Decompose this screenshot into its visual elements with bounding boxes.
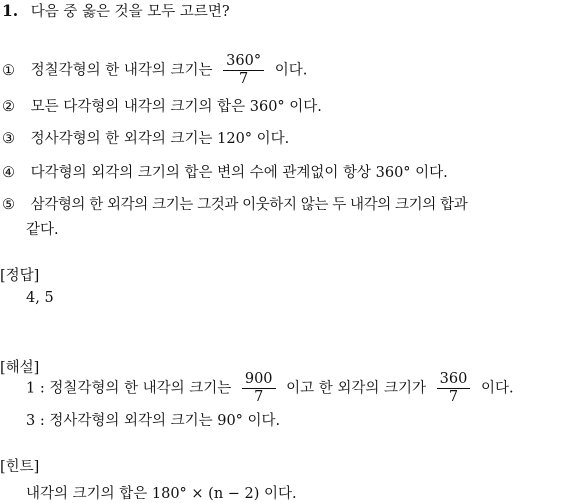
fraction-numerator: 360 [437, 372, 471, 389]
option-mark: ④ [2, 165, 15, 181]
hint-text: 내각의 크기의 합은 180° × (n − 2) 이다. [26, 486, 297, 502]
explanation-text: 1 : 정칠각형의 한 내각의 크기는 [26, 380, 232, 397]
fraction-denominator: 7 [448, 389, 459, 406]
explanation-label: [해설] [0, 360, 40, 376]
option-text: 삼각형의 한 외각의 크기는 그것과 이웃하지 않는 두 내각의 크기의 합과 [30, 197, 468, 213]
option-5 [2, 193, 467, 214]
explanation-line-1 [26, 372, 514, 405]
explanation-line-2: 3 : 정사각형의 외각의 크기는 90° 이다. [26, 413, 281, 429]
option-text-end: 이다. [274, 62, 308, 79]
fraction [223, 54, 264, 87]
question-number: 1. [2, 1, 19, 20]
question [2, 0, 230, 21]
option-5-continuation: 같다. [26, 222, 59, 238]
option-mark: ⑤ [2, 197, 15, 213]
option-text: 정칠각형의 한 내각의 크기는 [30, 62, 213, 79]
explanation-text-middle: 이고 한 외각의 크기가 [286, 380, 427, 397]
option-1 [2, 54, 307, 87]
fraction [242, 372, 276, 405]
option-2 [2, 95, 322, 116]
option-text: 다각형의 외각의 크기의 합은 변의 수에 관계없이 항상 360° 이다. [30, 165, 448, 181]
fraction [437, 372, 471, 405]
answer-label: [정답] [0, 268, 40, 284]
answer-value: 4, 5 [26, 290, 54, 306]
fraction-denominator: 7 [238, 71, 249, 88]
option-mark: ② [2, 99, 15, 115]
hint-label: [힌트] [0, 459, 40, 475]
question-text: 다음 중 옳은 것을 모두 고르면? [30, 4, 230, 20]
fraction-numerator: 900 [242, 372, 276, 389]
option-3 [2, 127, 289, 148]
option-text: 정사각형의 한 외각의 크기는 120° 이다. [30, 131, 290, 147]
option-mark: ③ [2, 131, 15, 147]
option-text: 모든 다각형의 내각의 크기의 합은 360° 이다. [30, 99, 322, 115]
option-mark: ① [2, 62, 15, 79]
option-4 [2, 161, 448, 182]
fraction-numerator: 360° [223, 54, 264, 71]
fraction-denominator: 7 [254, 389, 264, 406]
explanation-text-end: 이다. [480, 380, 514, 397]
